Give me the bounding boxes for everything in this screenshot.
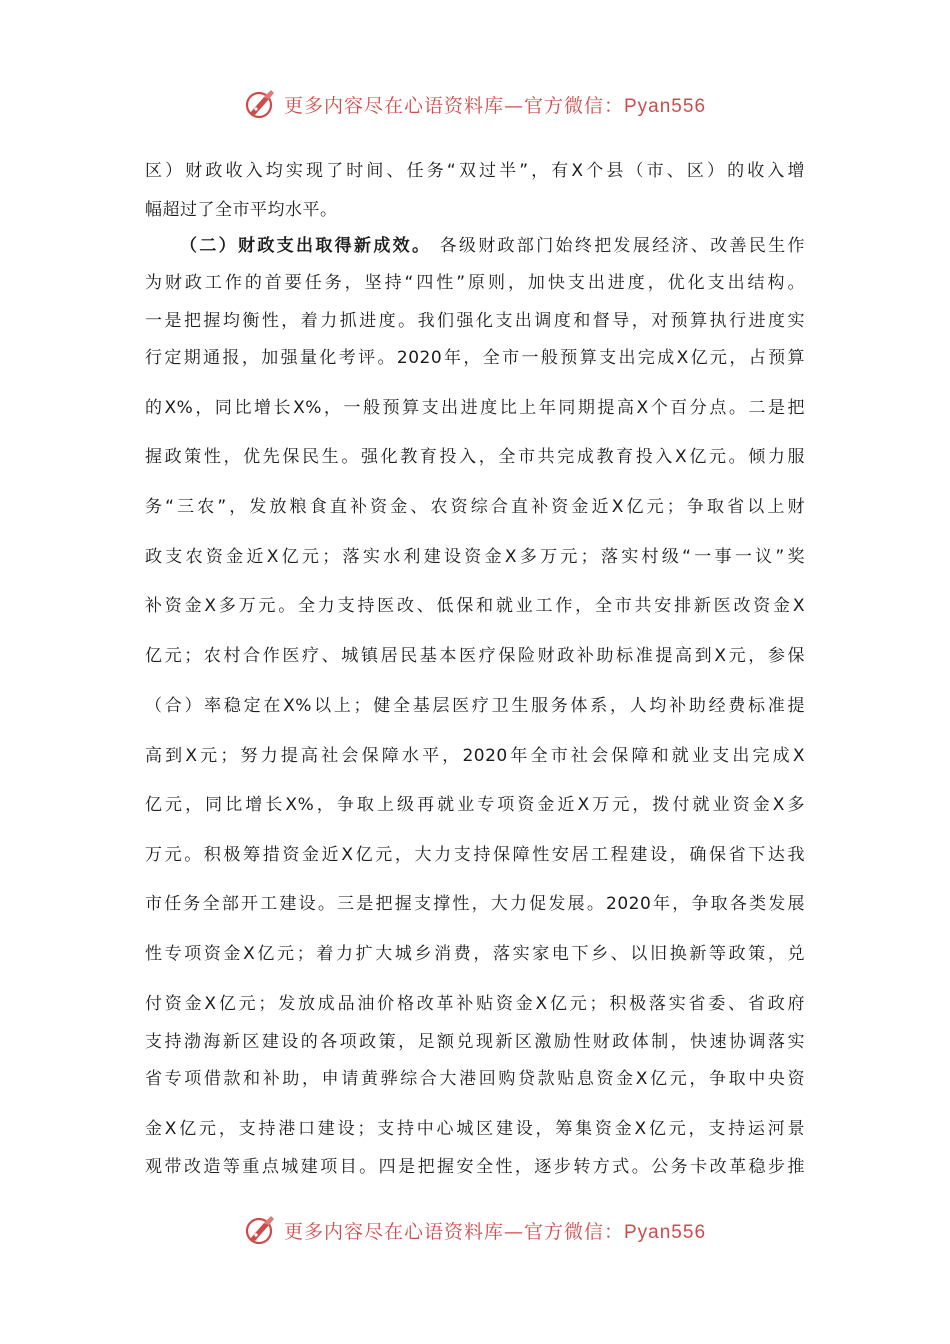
- pen-logo-icon: [244, 87, 278, 121]
- text-line: 一是把握均衡性，着力抓进度。我们强化支出调度和督导，对预算执行进度实: [145, 311, 805, 331]
- banner-text: 更多内容尽在心语资料库—官方微信：Pyan556: [283, 94, 707, 117]
- text-line: 的X%，同比增长X%，一般预算支出进度比上年同期提高X个百分点。二是把: [145, 398, 805, 418]
- text-line: 务“三农”，发放粮食直补资金、农资综合直补资金近X亿元；争取省以上财: [145, 497, 805, 517]
- text-line: 金X亿元，支持港口建设；支持中心城区建设，筹集资金X亿元，支持运河景: [145, 1119, 805, 1139]
- banner-text: 更多内容尽在心语资料库—官方微信：Pyan556: [283, 1220, 707, 1243]
- text-line: 亿元，同比增长X%，争取上级再就业专项资金近X万元，拨付就业资金X多: [145, 795, 805, 815]
- text-line: 观带改造等重点城建项目。四是把握安全性，逐步转方式。公务卡改革稳步推: [145, 1157, 805, 1177]
- text-line: 性专项资金X亿元；着力扩大城乡消费，落实家电下乡、以旧换新等政策，兑: [145, 944, 805, 964]
- text-line: 行定期通报，加强量化考评。2020年，全市一般预算支出完成X亿元，占预算: [145, 348, 805, 368]
- text-line: （合）率稳定在X%以上；健全基层医疗卫生服务体系，人均补助经费标准提: [145, 696, 805, 716]
- section-heading: （二）财政支出取得新成效。: [180, 236, 432, 256]
- text-line: 政支农资金近X亿元；落实水利建设资金X多万元；落实村级“一事一议”奖: [145, 547, 805, 567]
- text-line: 高到X元；努力提高社会保障水平，2020年全市社会保障和就业支出完成X: [145, 746, 805, 766]
- pen-logo-icon: [244, 1213, 278, 1247]
- footer-watermark-banner: [0, 1207, 950, 1253]
- text-line: 万元。积极筹措资金近X亿元，大力支持保障性安居工程建设，确保省下达我: [145, 845, 805, 865]
- text-line: 幅超过了全市平均水平。: [145, 200, 338, 220]
- text-line: 握政策性，优先保民生。强化教育投入，全市共完成教育投入X亿元。倾力服: [145, 447, 805, 467]
- text-line: 亿元；农村合作医疗、城镇居民基本医疗保险财政补助标准提高到X元，参保: [145, 646, 805, 666]
- text-line: 支持渤海新区建设的各项政策，足额兑现新区激励性财政体制，快速协调落实: [145, 1032, 805, 1052]
- text-line: 付资金X亿元；发放成品油价格改革补贴资金X亿元；积极落实省委、省政府: [145, 994, 805, 1014]
- text-line: 为财政工作的首要任务，坚持“四性”原则，加快支出进度，优化支出结构。: [145, 273, 805, 293]
- text-line: 补资金X多万元。全力支持医改、低保和就业工作，全市共安排新医改资金X: [145, 596, 805, 616]
- section-heading-line: （二）财政支出取得新成效。 各级财政部门始终把发展经济、改善民生作: [180, 236, 806, 256]
- header-watermark-banner: [0, 81, 950, 127]
- text-line: 市任务全部开工建设。三是把握支撑性，大力促发展。2020年，争取各类发展: [145, 894, 805, 914]
- text-line: 省专项借款和补助，申请黄骅综合大港回购贷款贴息资金X亿元，争取中央资: [145, 1069, 805, 1089]
- text-line: 区）财政收入均实现了时间、任务“双过半”，有X个县（市、区）的收入增: [145, 161, 805, 181]
